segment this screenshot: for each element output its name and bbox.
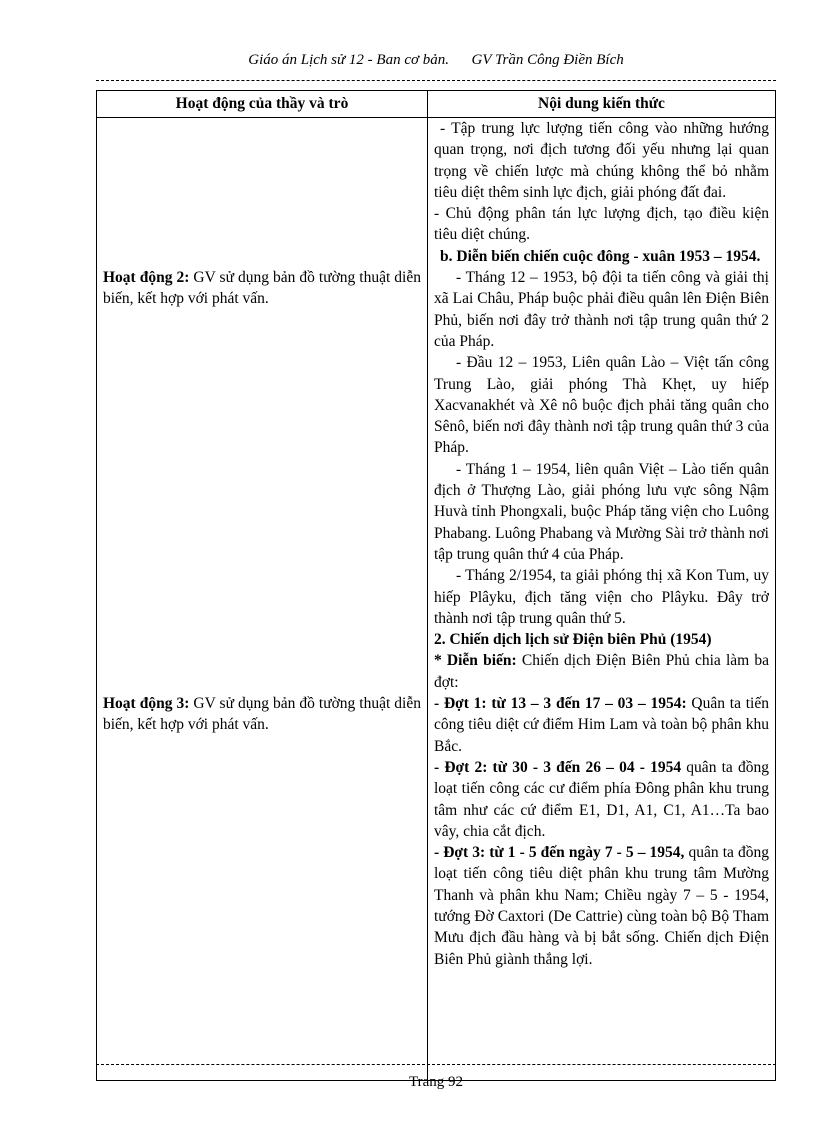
content-para-5: - Tháng 1 – 1954, liên quân Việt – Lào tiến quân địch ở Thượng Lào, giải phóng lưu vực sông Nậm Huvà tỉnh Phongxali, buộc Pháp tăng viện cho Luông Phabang. Luông Phabang và Mường Sài trở thành nơi tập trung quân thứ 4 của Pháp.: [434, 460, 769, 563]
col-right-header: Nội dung kiến thức: [428, 91, 776, 118]
activity-3-label: Hoạt động 3:: [103, 695, 190, 712]
dien-bien-para: [434, 650, 769, 693]
phase-2-para: [434, 757, 769, 842]
activity-3-text: GV sử dụng bản đồ tường thuật diễn biến, kết hợp với phát vấn.: [103, 695, 421, 734]
content-para-6: - Tháng 2/1954, ta giải phóng thị xã Kon Tum, uy hiếp Plâyku, địch tăng viện cho Plâyku. Đây trở thành nơi tập trung quân thứ 5.: [434, 567, 769, 627]
activity-3: [103, 693, 421, 736]
col-left-header: Hoạt động của thầy và trò: [97, 91, 428, 118]
page-number: Trang 92: [408, 1074, 464, 1090]
content-para-1: - Tập trung lực lượng tiến công vào những hướng quan trọng, nơi địch tương đối yếu nhưng lại quan trọng về chiến lược mà chúng không thể bỏ nhằm tiêu diệt thêm sinh lực địch, giải phóng đất đai.: [434, 120, 769, 201]
activities-cell: [97, 118, 428, 1081]
table-header-row: [97, 91, 776, 118]
phase-2-label: - Đợt 2: từ 30 - 3 đến 26 – 04 - 1954: [434, 758, 682, 776]
lesson-table: [96, 90, 776, 1081]
phase-3-para: [434, 842, 769, 970]
phase-3-label: - Đợt 3: từ 1 - 5 đến ngày 7 - 5 – 1954,: [434, 844, 685, 862]
section-heading-2: [434, 629, 769, 650]
phase-1-label: - Đợt 1: từ 13 – 3 đến 17 – 03 – 1954:: [434, 695, 687, 713]
activity-2-text: GV sử dụng bản đồ tường thuật diễn biến, kết hợp với phát vấn.: [103, 269, 421, 308]
phase-3-text: quân ta đồng loạt tiến công tiêu diệt phân khu trung tâm Mường Thanh và phân khu Nam; Chiều ngày 7 – 5 - 1954, tướng Đờ Caxtori (De Cattrie) cùng toàn bộ Bộ Tham Mưu địch đầu hàng và bị bắt sống. Chiến dịch Điện Biên Phủ giành thắng lợi.: [434, 844, 769, 968]
activity-2-label: Hoạt động 2:: [103, 269, 190, 286]
phase-1-para: [434, 693, 769, 757]
footer-rule: [96, 1064, 776, 1065]
section-heading-b-text: b. Diễn biến chiến cuộc đông - xuân 1953 – 1954.: [440, 247, 761, 265]
content-para-3: - Tháng 12 – 1953, bộ đội ta tiến công và giải thị xã Lai Châu, Pháp buộc phải điều quân lên Điện Biên Phủ, biến nơi đây trở thành nơi tập trung quân thứ 2 của Pháp.: [434, 269, 769, 350]
header-author: GV Trần Công Điền Bích: [471, 52, 624, 68]
header-rule: [96, 80, 776, 81]
dien-bien-text: Chiến dịch Điện Biên Phủ chia làm ba đợt:: [434, 652, 769, 691]
content-para-2: - Chủ động phân tán lực lượng địch, tạo điều kiện tiêu diệt chúng.: [434, 205, 769, 244]
content-para-4: - Đầu 12 – 1953, Liên quân Lào – Việt tấn công Trung Lào, giải phóng Thà Khẹt, uy hiếp Xacvanakhét và Xê nô buộc địch phải tăng quân cho Sênô, biến nơi đây thành nơi tập trung quân thứ 3 của Pháp.: [434, 354, 769, 457]
dien-bien-label: * Diễn biến:: [434, 652, 517, 670]
section-heading-2-text: 2. Chiến dịch lịch sử Điện biên Phủ (1954): [434, 631, 712, 649]
phase-2-text: quân ta đồng loạt tiến công các cư điểm phía Đông phân khu trung tâm như các cứ điểm E1, D1, A1, C1, A1…Ta bao vây, chia cắt địch.: [434, 758, 769, 840]
activity-2: [103, 267, 421, 310]
header-title: Giáo án Lịch sử 12 - Ban cơ bản.: [248, 52, 450, 68]
phase-1-text: Quân ta tiến công tiêu diệt cứ điểm Him Lam và toàn bộ phân khu Bắc.: [434, 695, 769, 755]
section-heading-b: [434, 246, 769, 267]
page-header: [96, 52, 776, 69]
content-cell: [428, 118, 776, 1081]
table-row: [97, 118, 776, 1081]
